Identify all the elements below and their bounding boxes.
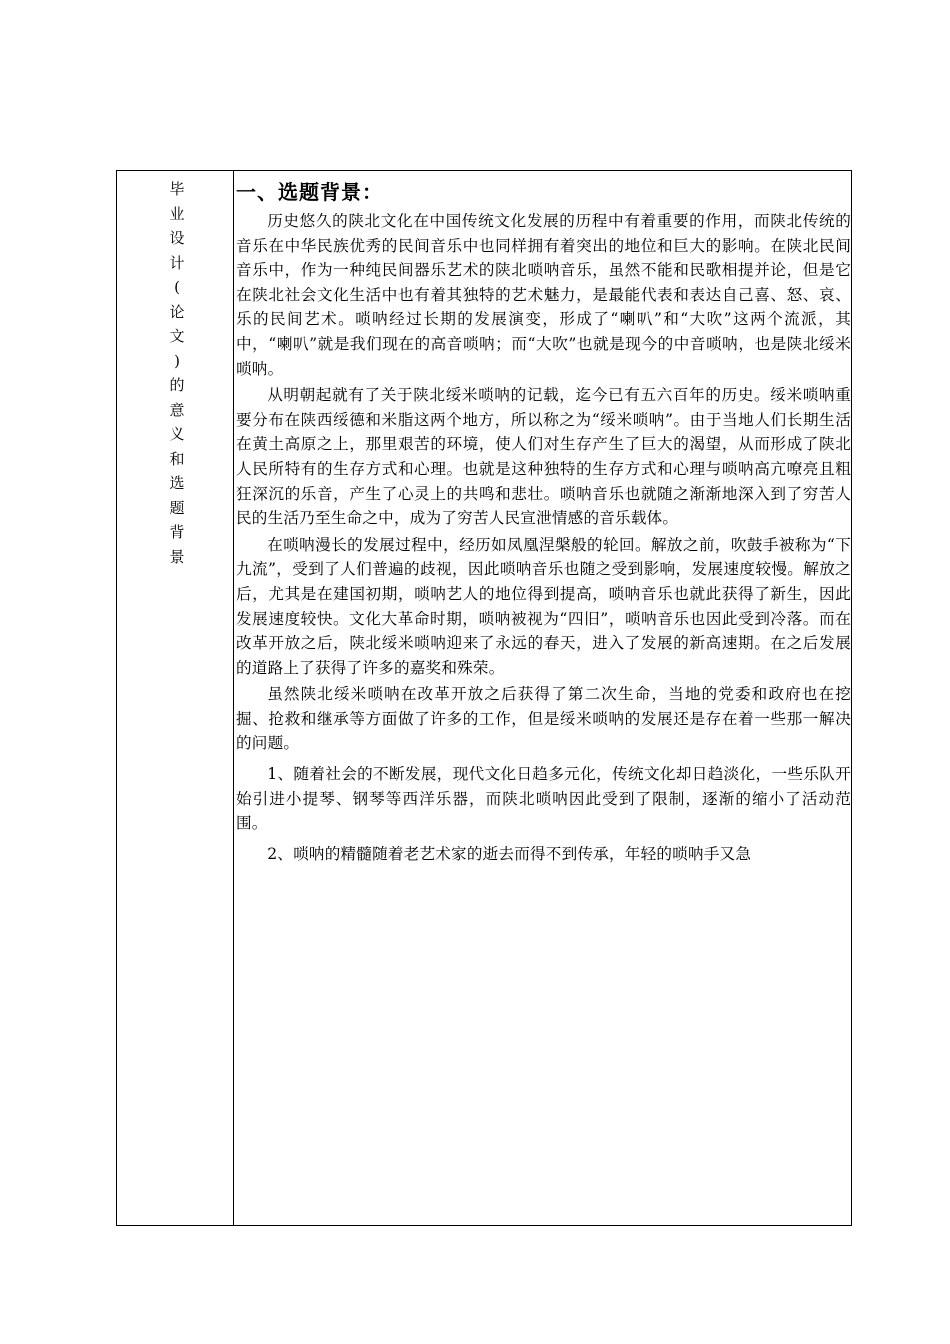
label-char: 设 [169, 229, 185, 247]
label-char: 论 [169, 302, 185, 321]
label-char: 业 [169, 204, 185, 223]
section-heading: 一、选题背景： [236, 180, 383, 204]
paragraph-4: 虽然陕北绥米唢呐在改革开放之后获得了第二次生命，当地的党委和政府也在挖掘、抢救和继承等方面做了许多的工作，但是绥米唢呐的发展还是存在着一些那一解决的问题。 [236, 685, 851, 753]
label-char: 文 [169, 327, 185, 345]
label-char: 义 [169, 425, 185, 443]
label-char: 毕 [169, 180, 185, 198]
label-char: 景 [169, 547, 185, 566]
paragraph-3: 在唢呐漫长的发展过程中，经历如凤凰涅槃般的轮回。解放之前，吹鼓手被称为“下九流”，受到了人们普遍的歧视，因此唢呐音乐也随之受到影响，发展速度较慢。解放之后，尤其是在建国初期，唢呐艺人的地位得到提高，唢呐音乐也就此获得了新生，因此发展速度较快。文化大革命时期，唢呐被视为“四旧”，唢呐音乐也因此受到冷落。而在改革开放之后，陕北绥米唢呐迎来了永远的春天，进入了发展的新高速期。在之后发展的道路上了获得了许多的嘉奖和殊荣。 [236, 535, 851, 677]
label-char: 计 [169, 253, 185, 272]
label-char: 和 [169, 449, 185, 468]
row-label-vertical-text [167, 177, 187, 569]
paragraph-1: 历史悠久的陕北文化在中国传统文化发展的历程中有着重要的作用，而陕北传统的音乐在中华民族优秀的民间音乐中也同样拥有着突出的地位和巨大的影响。在陕北民间音乐中，作为一种纯民间器乐艺术的陕北唢呐音乐，虽然不能和民歌相提并论，但是它在陕北社会文化生活中也有着其独特的艺术魅力，是最能代表和表达自己喜、怒、哀、乐的民间艺术。唢呐经过长期的发展演变，形成了“喇叭”和“大吹”这两个流派，其中，“喇叭”就是我们现在的高音唢呐；而“大吹”也就是现今的中音唢呐，也是陕北绥米唢呐。 [236, 212, 851, 378]
list-item-2: 2、唢呐的精髓随着老艺术家的逝去而得不到传承，年轻的唢呐手又急 [267, 844, 752, 863]
row-label-cell [117, 171, 234, 1225]
label-char: 题 [169, 498, 185, 517]
label-char: ) [174, 351, 180, 370]
label-char: 的 [169, 376, 185, 394]
label-char: 意 [169, 400, 185, 419]
label-char: 选 [169, 474, 185, 492]
label-char: ( [174, 278, 180, 296]
label-char: 背 [169, 523, 185, 541]
list-item-1: 1、随着社会的不断发展，现代文化日趋多元化，传统文化却日趋淡化，一些乐队开始引进小提琴、钢琴等西洋乐器，而陕北唢呐因此受到了限制，逐渐的缩小了活动范围。 [236, 765, 851, 833]
content-cell [234, 171, 851, 1225]
form-table [116, 170, 852, 1226]
paragraph-2: 从明朝起就有了关于陕北绥米唢呐的记载，迄今已有五六百年的历史。绥米唢呐重要分布在陕西绥德和米脂这两个地方，所以称之为“绥米唢呐”。由于当地人们长期生活在黄土高原之上，那里艰苦的环境，使人们对生存产生了巨大的渴望，从而形成了陕北人民所特有的生存方式和心理。也就是这种独特的生存方式和心理与唢呐高亢嘹亮且粗狂深沉的乐音，产生了心灵上的共鸣和悲壮。唢呐音乐也就随之渐渐地深入到了穷苦人民的生活乃至生命之中，成为了穷苦人民宣泄情感的音乐载体。 [236, 386, 851, 528]
